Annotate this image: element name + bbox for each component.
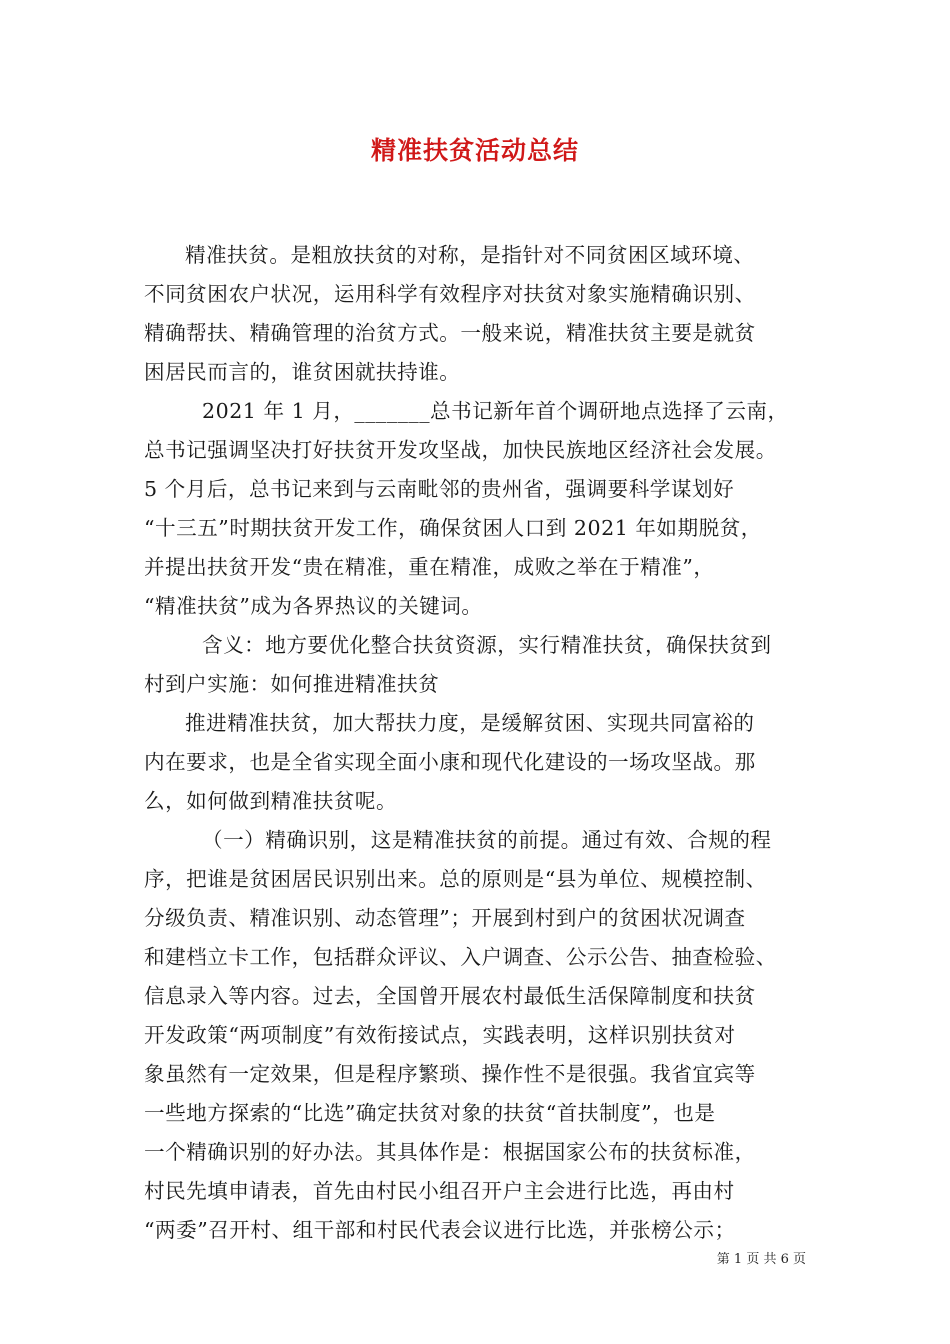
text-line: 含义：地方要优化整合扶贫资源，实行精准扶贫，确保扶贫到 — [202, 633, 772, 657]
text-line: 总书记强调坚决打好扶贫开发攻坚战，加快民族地区经济社会发展。 — [144, 438, 777, 462]
text-line: 一个精确识别的好办法。其具体作是：根据国家公布的扶贫标准， — [144, 1140, 756, 1164]
text-line: 不同贫困农户状况，运用科学有效程序对扶贫对象实施精确识别、 — [144, 282, 756, 306]
text-line: 分级负责、精准识别、动态管理”；开展到村到户的贫困状况调查 — [144, 906, 746, 930]
text-line: 么，如何做到精准扶贫呢。 — [144, 789, 398, 813]
text-line: 精准扶贫。是粗放扶贫的对称，是指针对不同贫困区域环境、 — [185, 243, 755, 267]
text-line: 村到户实施：如何推进精准扶贫 — [144, 672, 440, 696]
text-line: 5 个月后，总书记来到与云南毗邻的贵州省，强调要科学谋划好 — [144, 477, 735, 501]
text-line: 开发政策“两项制度”有效衔接试点，实践表明，这样识别扶贫对 — [144, 1023, 736, 1047]
document-title: 精准扶贫活动总结 — [370, 136, 579, 165]
text-line: “十三五”时期扶贫开发工作，确保贫困人口到 2021 年如期脱贫， — [144, 516, 762, 540]
text-line: 并提出扶贫开发“贵在精准，重在精准，成败之举在于精准”， — [144, 555, 715, 579]
text-line: 一些地方探索的“比选”确定扶贫对象的扶贫“首扶制度”，也是 — [144, 1101, 716, 1125]
text-line: 推进精准扶贫，加大帮扶力度，是缓解贫困、实现共同富裕的 — [185, 711, 755, 735]
text-line: 信息录入等内容。过去，全国曾开展农村最低生活保障制度和扶贫 — [144, 984, 756, 1008]
text-line: 村民先填申请表，首先由村民小组召开户主会进行比选，再由村 — [144, 1179, 735, 1203]
text-line: 内在要求，也是全省实现全面小康和现代化建设的一场攻坚战。那 — [144, 750, 756, 774]
text-line: 和建档立卡工作，包括群众评议、入户调查、公示公告、抽查检验、 — [144, 945, 777, 969]
text-line: 困居民而言的，谁贫困就扶持谁。 — [144, 360, 461, 384]
page-number: 第 1 页 共 6 页 — [716, 1252, 806, 1267]
text-line: 2021 年 1 月，_______总书记新年首个调研地点选择了云南， — [202, 399, 789, 423]
text-line: 序，把谁是贫困居民识别出来。总的原则是“县为单位、规模控制、 — [144, 867, 767, 891]
text-line: “精准扶贫”成为各界热议的关键词。 — [144, 594, 483, 618]
document-body — [144, 236, 814, 1250]
text-line: 精确帮扶、精确管理的治贫方式。一般来说，精准扶贫主要是就贫 — [144, 321, 756, 345]
text-line: （一）精确识别，这是精准扶贫的前提。通过有效、合规的程 — [202, 828, 772, 852]
text-line: “两委”召开村、组干部和村民代表会议进行比选，并张榜公示； — [144, 1218, 736, 1242]
text-line: 象虽然有一定效果，但是程序繁琐、操作性不是很强。我省宜宾等 — [144, 1062, 756, 1086]
